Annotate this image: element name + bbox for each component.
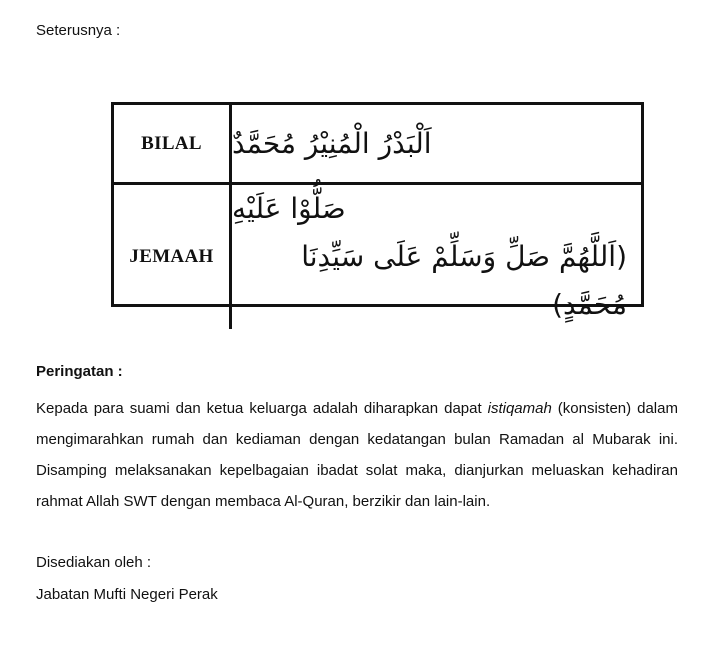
warning-paragraph: [36, 393, 678, 517]
warning-title: Peringatan :: [36, 363, 123, 380]
intro-text: Seterusnya :: [36, 22, 121, 39]
prepared-by-organization: Jabatan Mufti Negeri Perak: [36, 586, 218, 603]
jemaah-recitation: [232, 185, 641, 329]
role-bilal: BILAL: [114, 105, 232, 185]
role-jemaah: JEMAAH: [114, 185, 232, 329]
warning-text-italic: istiqamah: [487, 400, 552, 417]
prepared-by-label: Disediakan oleh :: [36, 554, 152, 571]
jemaah-recitation-line-1: صَلُّوْا عَلَيْهِ: [232, 192, 346, 225]
bilal-recitation-line: اَلْبَدْرُ الْمُنِيْرُ مُحَمَّدٌ: [232, 126, 432, 160]
warning-text-start: Kepada para suami dan ketua keluarga adalah diharapkan dapat: [36, 400, 488, 417]
jemaah-recitation-line-2: (اَللَّهُمَّ صَلِّ وَسَلِّمْ عَلَى سَيِّدِنَا مُحَمَّدٍ): [301, 240, 627, 321]
warning-text-end: (konsisten) dalam mengimarahkan rumah dan kediaman dengan kedatangan bulan Ramadan al Mubarak ini. Disamping melaksanakan kepelbagaian ibadat solat maka, dianjurkan meluaskan kehadiran rahmat Allah SWT dengan membaca Al-Quran, berzikir dan lain-lain.: [36, 400, 678, 510]
bilal-recitation: [232, 105, 641, 185]
selawat-table: [111, 102, 644, 321]
